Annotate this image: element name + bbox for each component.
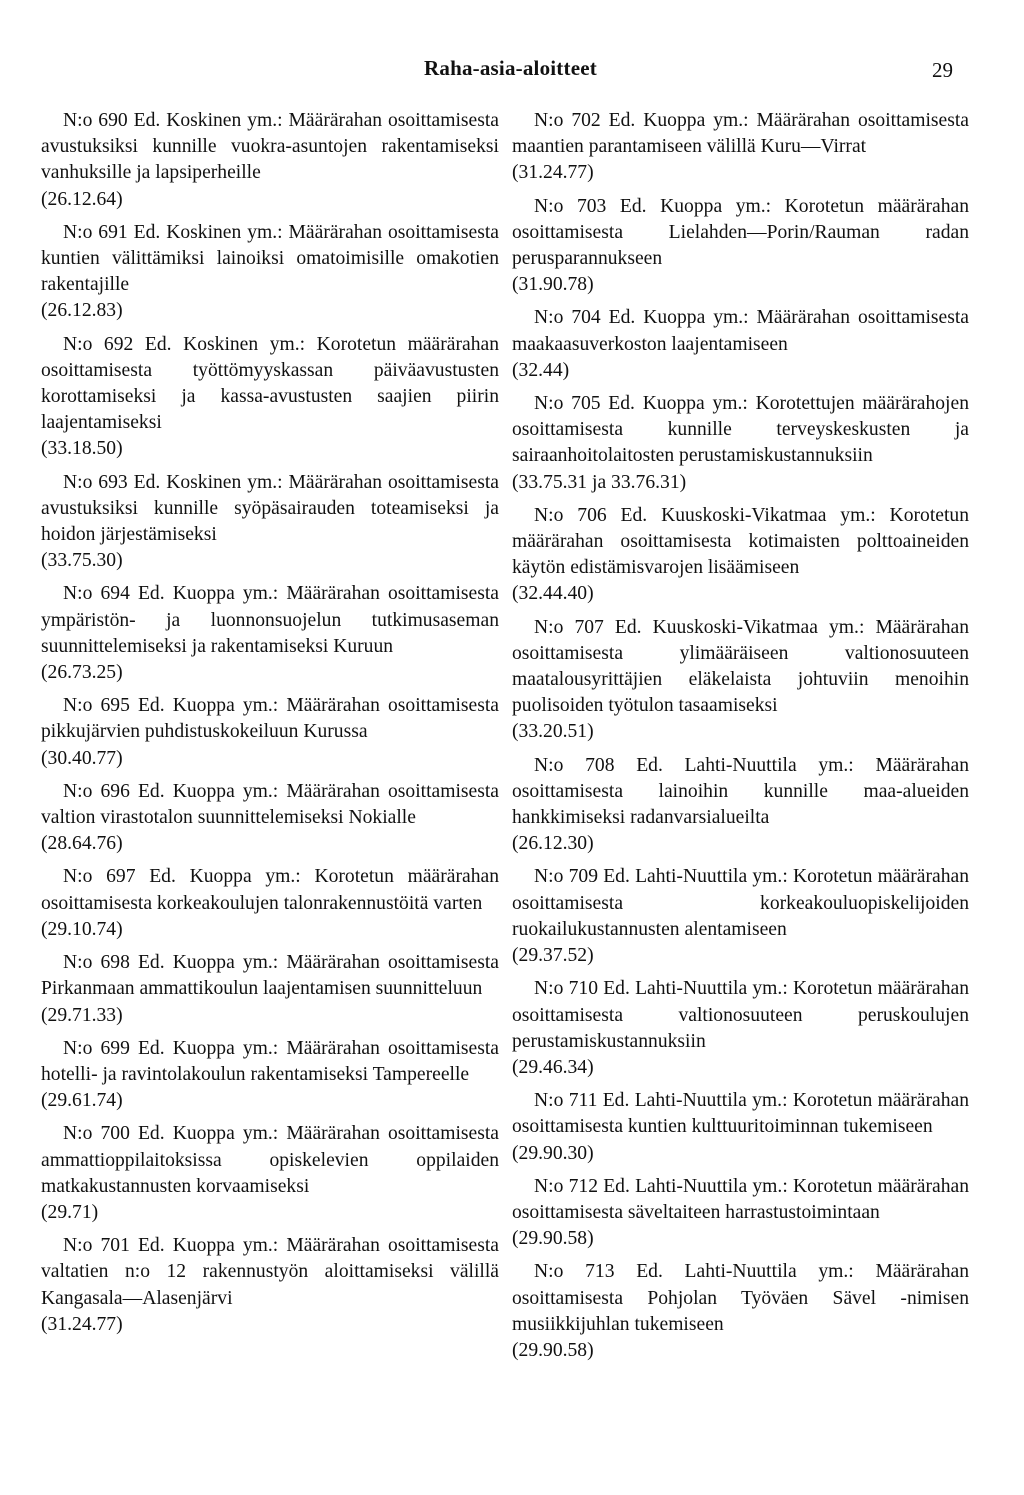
motion-code: (29.46.34) [512, 1056, 594, 1078]
motion-code: (26.12.64) [41, 188, 123, 210]
motion-text: N:o 709 Ed. Lahti-Nuuttila ym.: Korotetun määrärahan osoittamisesta korkeakouluopiskelijoiden ruokailukustannusten alentamiseen [512, 866, 969, 940]
motion-text: N:o 703 Ed. Kuoppa ym.: Korotetun määrärahan osoittamisesta Lielahden—Porin/Rauman radan perusparannukseen [512, 195, 969, 270]
motion-code: (31.90.78) [512, 274, 594, 296]
motion-entry [512, 503, 969, 608]
motion-entry [512, 615, 969, 746]
motion-entry [41, 1121, 499, 1226]
motion-entry [41, 108, 499, 213]
motion-code: (33.18.50) [41, 438, 123, 460]
motion-text: N:o 711 Ed. Lahti-Nuuttila ym.: Korotetun määrärahan osoittamisesta kuntien kulttuuritoiminnan tukemiseen [512, 1090, 969, 1138]
motion-entry [41, 581, 499, 686]
motion-code: (33.75.31 ja 33.76.31) [512, 471, 687, 493]
motion-text: N:o 692 Ed. Koskinen ym.: Korotetun määrärahan osoittamisesta työttömyyskassan päiväavustusten korottamiseksi ja kassa-avustusten saajien piirin laajentamiseksi [41, 333, 499, 434]
motion-code: (29.61.74) [41, 1090, 123, 1112]
motion-entry [512, 391, 969, 496]
motion-entry [512, 1088, 969, 1167]
left-column [41, 108, 499, 1345]
motion-entry [512, 753, 969, 858]
motion-text: N:o 694 Ed. Kuoppa ym.: Määrärahan osoittamisesta ympäristön- ja luonnonsuojelun tutkimusaseman suunnittelemiseksi ja rakentamiseksi Kuruun [41, 583, 499, 657]
motion-entry [512, 1174, 969, 1253]
motion-code: (30.40.77) [41, 747, 123, 769]
motion-entry [512, 1259, 969, 1364]
motion-code: (31.24.77) [41, 1313, 123, 1335]
motion-entry [41, 1036, 499, 1115]
motion-entry [512, 108, 969, 187]
motion-code: (29.90.30) [512, 1142, 594, 1164]
motion-code: (31.24.77) [512, 162, 594, 184]
motion-code: (26.12.83) [41, 300, 123, 322]
motion-entry [41, 470, 499, 575]
motion-text: N:o 691 Ed. Koskinen ym.: Määrärahan osoittamisesta kuntien välittämiksi lainoiksi omatoimisille omakotien rakentajille [41, 221, 499, 296]
motion-code: (29.71.33) [41, 1004, 123, 1026]
running-head: Raha-asia-aloitteet [424, 56, 597, 80]
motion-text: N:o 695 Ed. Kuoppa ym.: Määrärahan osoittamisesta pikkujärvien puhdistuskokeiluun Kurussa [41, 695, 499, 743]
motion-text: N:o 698 Ed. Kuoppa ym.: Määrärahan osoittamisesta Pirkanmaan ammattikoulun laajentamisen suunnitteluun [41, 952, 499, 1000]
motion-text: N:o 706 Ed. Kuuskoski-Vikatmaa ym.: Korotetun määrärahan osoittamisesta kotimaisten polttoaineiden käytön edistämisvarojen lisäämiseen [512, 504, 969, 579]
motion-entry [41, 950, 499, 1029]
motion-code: (29.90.58) [512, 1228, 594, 1250]
motion-entry [41, 693, 499, 772]
motion-text: N:o 704 Ed. Kuoppa ym.: Määrärahan osoittamisesta maakaasuverkoston laajentamiseen [512, 307, 969, 355]
motion-text: N:o 701 Ed. Kuoppa ym.: Määrärahan osoittamisesta valtatien n:o 12 rakennustyön aloittamiseksi välillä Kangasala—Alasenjärvi [41, 1235, 499, 1309]
motion-text: N:o 708 Ed. Lahti-Nuuttila ym.: Määrärahan osoittamisesta lainoihin kunnille maa-alueiden hankkimiseksi radanvarsialueilta [512, 754, 969, 829]
motion-text: N:o 702 Ed. Kuoppa ym.: Määrärahan osoittamisesta maantien parantamiseen välillä Kuru—Virrat [512, 110, 969, 158]
motion-code: (32.44.40) [512, 583, 594, 605]
motion-entry [41, 779, 499, 858]
motion-text: N:o 713 Ed. Lahti-Nuuttila ym.: Määrärahan osoittamisesta Pohjolan Työväen Sävel -nimisen musiikkijuhlan tukemiseen [512, 1261, 969, 1335]
motion-code: (33.75.30) [41, 550, 123, 572]
motion-entry [41, 1233, 499, 1338]
motion-code: (26.73.25) [41, 662, 123, 684]
motion-code: (29.10.74) [41, 918, 123, 940]
motion-text: N:o 707 Ed. Kuuskoski-Vikatmaa ym.: Määrärahan osoittamisesta ylimääräiseen valtionosuuteen maatalousyrittäjien eläkelaista johtuviin menoihin puolisoiden työtulon tasaamiseksi [512, 616, 969, 717]
motion-entry [512, 864, 969, 969]
right-column [512, 108, 969, 1371]
motion-code: (33.20.51) [512, 721, 594, 743]
motion-text: N:o 697 Ed. Kuoppa ym.: Korotetun määrärahan osoittamisesta korkeakoulujen talonrakennustöitä varten [41, 866, 499, 914]
motion-entry [41, 332, 499, 463]
motion-code: (32.44) [512, 359, 570, 381]
motion-code: (26.12.30) [512, 833, 594, 855]
page-number: 29 [932, 58, 953, 82]
motion-text: N:o 712 Ed. Lahti-Nuuttila ym.: Korotetun määrärahan osoittamisesta säveltaiteen harrastustoimintaan [512, 1175, 969, 1223]
motion-code: (29.71) [41, 1201, 99, 1223]
motion-text: N:o 699 Ed. Kuoppa ym.: Määrärahan osoittamisesta hotelli- ja ravintolakoulun rakentamiseksi Tampereelle [41, 1037, 499, 1085]
motion-text: N:o 690 Ed. Koskinen ym.: Määrärahan osoittamisesta avustuksiksi kunnille vuokra-asuntojen rakentamiseksi vanhuksille ja lapsiperheille [41, 110, 499, 184]
motion-entry [41, 864, 499, 943]
motion-text: N:o 705 Ed. Kuoppa ym.: Korotettujen määrärahojen osoittamisesta kunnille terveyskeskusten ja sairaanhoitolaitosten perustamiskustannuksiin [512, 393, 969, 467]
motion-code: (29.37.52) [512, 945, 594, 967]
motion-text: N:o 693 Ed. Koskinen ym.: Määrärahan osoittamisesta avustuksiksi kunnille syöpäsairauden toteamiseksi ja hoidon järjestämiseksi [41, 471, 499, 546]
motion-text: N:o 710 Ed. Lahti-Nuuttila ym.: Korotetun määrärahan osoittamisesta valtionosuuteen peruskoulujen perustamiskustannuksiin [512, 978, 969, 1052]
motion-text: N:o 696 Ed. Kuoppa ym.: Määrärahan osoittamisesta valtion virastotalon suunnittelemiseksi Nokialle [41, 780, 499, 829]
motion-entry [512, 976, 969, 1081]
motion-entry [512, 194, 969, 299]
motion-code: (28.64.76) [41, 833, 123, 855]
motion-entry [41, 220, 499, 325]
motion-text: N:o 700 Ed. Kuoppa ym.: Määrärahan osoittamisesta ammattioppilaitoksissa opiskelevien oppilaiden matkakustannusten korvaamiseksi [41, 1123, 499, 1197]
motion-entry [512, 305, 969, 384]
motion-code: (29.90.58) [512, 1339, 594, 1361]
